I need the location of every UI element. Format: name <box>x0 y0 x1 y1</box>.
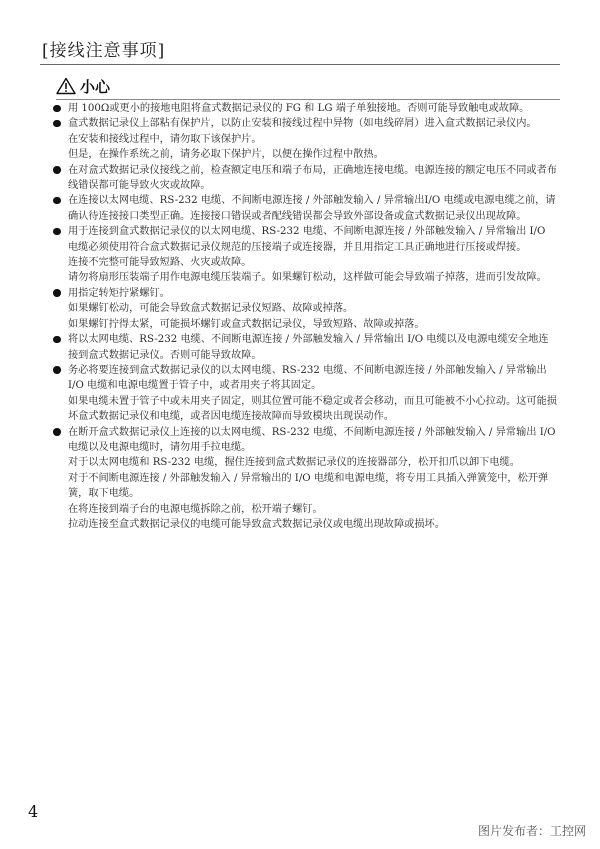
watermark: 图片发布者：工控网 <box>477 824 586 838</box>
bullet-icon <box>53 105 61 113</box>
item-text: 在对盒式数据记录仪接线之前，检查额定电压和端子布局，正确地连接电缆。电源连接的额定电压不同或者布线错误都可能导致火灾或故障。 <box>68 164 557 192</box>
bullet-icon <box>53 366 61 374</box>
item-text: 将以太网电缆、RS-232 电缆、不间断电源连接 / 外部触发输入 / 异常输出 I/O 电缆以及电源电缆安全地连接到盒式数据记录仪。否则可能导致故障。 <box>68 334 549 361</box>
bullet-icon <box>53 166 61 174</box>
warning-triangle-icon <box>56 77 76 95</box>
item-text: 盒式数据记录仪上部粘有保护片，以防止安装和接线过程中异物（如电线碎屑）进入盒式数据记录仪内。 <box>68 118 537 130</box>
item-text: 用 100Ω或更小的接地电阻将盒式数据记录仪的 FG 和 LG 端子单独接地。否则可能导致触电或故障。 <box>68 103 530 114</box>
item-text: 用于连接到盒式数据记录仪的以太网电缆、RS-232 电缆、不间断电源连接 / 外部触发输入 / 异常输出 I/O 电缆必须使用符合盒式数据记录仪规范的压接端子或连接器，并且用指定工具正确地进行压接或焊接。 <box>68 226 546 253</box>
item-text: 如果电缆未置于管子中或未用夹子固定，则其位置可能不稳定或者会移动，而且可能被不小心拉动。这可能损坏盒式数据记录仪和电缆，或者因电缆连接故障而导致模块出现误动作。 <box>68 395 557 423</box>
caution-list <box>52 101 558 532</box>
title-divider <box>40 64 560 65</box>
item-text: 在将连接到端子台的电源电缆拆除之前，松开端子螺钉。 <box>68 503 323 515</box>
caution-header <box>56 76 110 96</box>
caution-item <box>52 163 558 194</box>
bullet-icon <box>53 336 61 344</box>
item-text: 连接不完整可能导致短路、火灾或故障。 <box>68 257 252 269</box>
caution-item <box>52 363 558 425</box>
caution-item <box>52 101 558 116</box>
item-text: 但是，在操作系统之前，请务必取下保护片，以便在操作过程中散热。 <box>68 149 384 161</box>
item-text: 对于不间断电源连接 / 外部触发输入 / 异常输出的 I/O 电缆和电源电缆，将专用工具插入弹簧笼中，松开弹簧，取下电缆。 <box>68 472 549 500</box>
item-text: 在断开盒式数据记录仪上连接的以太网电缆、RS-232 电缆、不间断电源连接 / 外部触发输入 / 异常输出 I/O 电缆以及电源电缆时，请勿用手拉电缆。 <box>68 426 556 453</box>
bullet-icon <box>53 197 61 205</box>
bullet-icon <box>53 289 61 297</box>
caution-label: 小心 <box>80 77 111 96</box>
item-text: 拉动连接至盒式数据记录仪的电缆可能导致盒式数据记录仪或电缆出现故障或损坏。 <box>68 518 445 530</box>
item-text: 在安装和接线过程中，请勿取下该保护片。 <box>68 133 262 145</box>
item-text: 用指定转矩拧紧螺钉。 <box>68 287 170 299</box>
caution-item <box>52 224 558 286</box>
item-text: 如果螺钉松动，可能会导致盒式数据记录仪短路、故障或掉落。 <box>68 303 354 315</box>
bullet-icon <box>53 120 61 128</box>
caution-item <box>52 286 558 332</box>
caution-divider <box>56 99 560 100</box>
item-text: 对于以太网电缆和 RS-232 电缆，握住连接到盒式数据记录仪的连接器部分，松开扣爪以卸下电缆。 <box>68 457 520 469</box>
item-text: 请勿将扇形压装端子用作电源电缆压装端子。如果螺钉松动，这样做可能会导致端子掉落，进而引发故障。 <box>68 272 547 284</box>
caution-item <box>52 332 558 363</box>
bullet-icon <box>53 428 61 436</box>
page-number: 4 <box>28 802 39 821</box>
item-text: 在连接以太网电缆、RS-232 电缆、不间断电源连接 / 外部触发输入 / 异常输出I/O 电缆或电源电缆之前，请确认待连接接口类型正确。连接接口错误或者配线错误都会导致外部设备或盒式数据记录仪出现故障。 <box>68 195 556 222</box>
section-title: [接线注意事项] <box>42 41 166 61</box>
bullet-icon <box>53 228 61 236</box>
caution-item <box>52 425 558 533</box>
caution-item <box>52 193 558 224</box>
caution-item <box>52 116 558 162</box>
item-text: 务必将要连接到盒式数据记录仪的以太网电缆、RS-232 电缆、不间断电源连接 / 外部触发输入 / 异常输出 I/O 电缆和电源电缆置于管子中，或者用夹子将其固定。 <box>68 364 547 392</box>
item-text: 如果螺钉拧得太紧，可能损坏螺钉或盒式数据记录仪，导致短路、故障或掉落。 <box>68 318 425 330</box>
